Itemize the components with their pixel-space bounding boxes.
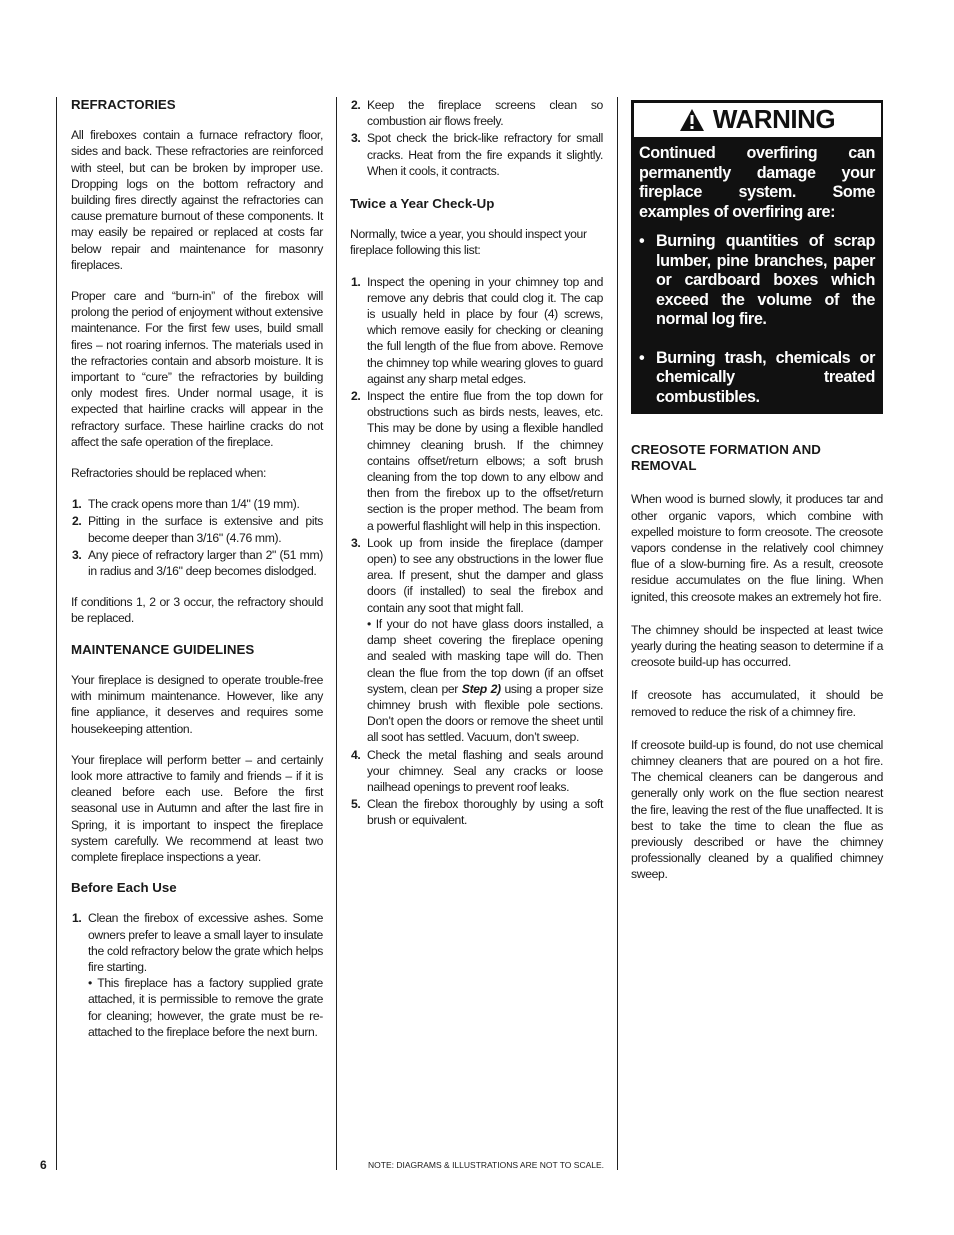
list-item: 2. Keep the fireplace screens clean so combustion air flows freely. — [351, 98, 603, 129]
list-item: • Burning quantities of scrap lumber, pine branches, paper or cardboard boxes which exceed the volume of the normal log fire. — [639, 232, 875, 328]
refractories-paragraph-1: All fireboxes contain a furnace refractory floor, sides and back. These refractories are reinforced with steel, but can be broken by improper use. Dropping logs on the bottom refractory and building fires directly against the refractories can cause premature burnout of these components. It may easily be repaired or replaced at costs far below repair and maintenance for masonry fireplaces. — [71, 128, 323, 272]
warning-header — [634, 103, 881, 137]
column-3 — [631, 97, 883, 898]
replacement-conditions-list — [71, 496, 323, 579]
before-each-use-continued-list — [350, 97, 603, 179]
column-rule-middle — [336, 97, 337, 1170]
list-item: 3. Any piece of refractory larger than 2" (51 mm) in radius and 3/16" deep becomes dislodged. — [72, 547, 323, 579]
list-item: 1. Clean the firebox of excessive ashes. Some owners prefer to leave a small layer to insulate the cold refractory below the grate which helps fire starting. • This fireplace has a factory supplied grate attached, it is permissible to remove the grate for cleaning; however, the grate must be re-attached to the fireplace before the next burn. — [72, 911, 323, 1039]
refractories-paragraph-3: Refractories should be replaced when: — [71, 466, 267, 481]
maintenance-heading: MAINTENANCE GUIDELINES — [71, 641, 255, 657]
list-item: 1. Inspect the opening in your chimney top and remove any debris that could clog it. The cap is usually held in place by four (4) screws, which remove easily for checking or cleaning the full length of the flue from above. Remove the chimney top while wearing gloves to guard against any sharp metal edges. — [351, 274, 603, 386]
list-item: 1. The crack opens more than 1/4" (19 mm). — [72, 497, 300, 512]
list-item: 5. Clean the firebox thoroughly by using a soft brush or equivalent. — [351, 797, 603, 828]
scale-note: NOTE: DIAGRAMS & ILLUSTRATIONS ARE NOT TO SCALE. — [368, 1160, 605, 1170]
warning-box — [631, 100, 883, 414]
column-rule-left — [56, 97, 57, 1170]
list-item: 3. Look up from inside the fireplace (damper open) to see any obstructions in the lower flue area. If present, shut the damper and glass doors (if installed) to seal the firebox and contain any soot that might fall. • If your do not have glass doors installed, a damp sheet covering the fireplace opening and sealed with masking tape will do. Then clean the flue from the top down (if an offset system, clean per Step 2) using a proper size chimney brush with flexible pole sections. Don’t open the doors or remove the sheet until all soot has settled. Vacuum, don’t sweep. — [351, 535, 604, 745]
refractories-section — [71, 97, 323, 627]
before-each-use-heading: Before Each Use — [71, 880, 177, 896]
refractories-heading: REFRACTORIES — [71, 97, 176, 112]
list-item: 2. Pitting in the surface is extensive and pits become deeper than 3/16" (4.76 mm). — [72, 514, 323, 545]
column-1 — [71, 97, 323, 1055]
twice-year-list — [350, 274, 603, 829]
before-each-use-section — [71, 880, 323, 1040]
warning-intro: Continued overfiring can permanently damage your fireplace system. Some examples of overfiring are: — [639, 144, 875, 221]
refractories-paragraph-4: If conditions 1, 2 or 3 occur, the refractory should be replaced. — [71, 595, 323, 626]
page-number: 6 — [40, 1158, 47, 1172]
warning-bullet-list — [639, 232, 875, 407]
creosote-heading: CREOSOTE FORMATION AND REMOVAL — [631, 442, 821, 474]
list-item: 4. Check the metal flashing and seals around your chimney. Seal any cracks or loose nailhead openings to prevent roof leaks. — [351, 747, 603, 794]
warning-body — [632, 138, 882, 413]
creosote-section — [631, 442, 883, 883]
warning-triangle-icon — [679, 108, 705, 132]
warning-title: WARNING — [712, 104, 836, 135]
list-item: 2. Inspect the entire flue from the top down for obstructions such as birds nests, leaves, etc. This may be done by using a flexible handled chimney cleaning brush. If the chimney contains offset/return elbows; a soft brush cleaning from the top down to any elbow and then from the firebox up to the offset/return section is the proper method. The beam from a powerful flashlight will help in this inspection. — [351, 389, 603, 533]
maintenance-paragraph-1: Your fireplace is designed to operate trouble-free with minimum maintenance. However, like any fine appliance, it deserves and requires some housekeeping attention. — [71, 672, 323, 736]
list-item: • Burning trash, chemicals or chemically treated combustibles. — [639, 348, 875, 406]
twice-year-intro: Normally, twice a year, you should inspect your fireplace following this list: — [350, 227, 587, 258]
creosote-paragraph-1: When wood is burned slowly, it produces tar and other organic vapors, which combine with expelled moisture to form creosote. The creosote vapors condense in the relatively cool chimney flue of a slow-burning fire. As a result, creosote residue accumulates on the flue lining. When ignited, this creosote makes an extremely hot fire. — [631, 492, 883, 604]
creosote-paragraph-4: If creosote build-up is found, do not use chemical chimney cleaners that are poured on a hot fire. The chemical cleaners can be dangerous and generally only work on the flue section nearest the fire, leaving the rest of the flue unaffected. It is best to take the time to clean the flue as previously described or have the chimney professionally cleaned by a qualified chimney sweep. — [631, 737, 883, 882]
column-rule-right — [617, 97, 618, 1170]
creosote-paragraph-2: The chimney should be inspected at least twice yearly during the heating season to determine if a creosote build-up has occurred. — [631, 622, 883, 670]
maintenance-section — [71, 642, 323, 865]
before-each-use-list — [71, 910, 323, 1040]
list-item: 3. Spot check the brick-like refractory for small cracks. Heat from the fire expands it slightly. When it cools, it contracts. — [351, 131, 603, 178]
maintenance-paragraph-2: Your fireplace will perform better – and certainly look more attractive to family and friends – if it is cleaned before each use. Before the first seasonal use in Autumn and after the last fire in Spring, it is important to inspect the fireplace system carefully. We recommend at least two complete fireplace inspections a year. — [71, 752, 323, 864]
refractories-paragraph-2: Proper care and “burn-in” of the firebox will prolong the period of enjoyment without extensive maintenance. For the first few uses, build small fires – not roaring infernos. The materials used in the refractories contain and absorb moisture. It is important to “cure” the refractories by building only modest fires. Under normal usage, it is expected that hairline cracks will appear in the refractory surface. These hairline cracks do not affect the safe operation of the fireplace. — [71, 289, 323, 449]
step-2-reference: Step 2) — [461, 681, 501, 696]
twice-year-section — [350, 196, 603, 829]
creosote-paragraph-3: If creosote has accumulated, it should be removed to reduce the risk of a chimney fire. — [631, 688, 883, 719]
column-2 — [350, 97, 603, 844]
twice-year-heading: Twice a Year Check-Up — [350, 196, 495, 212]
